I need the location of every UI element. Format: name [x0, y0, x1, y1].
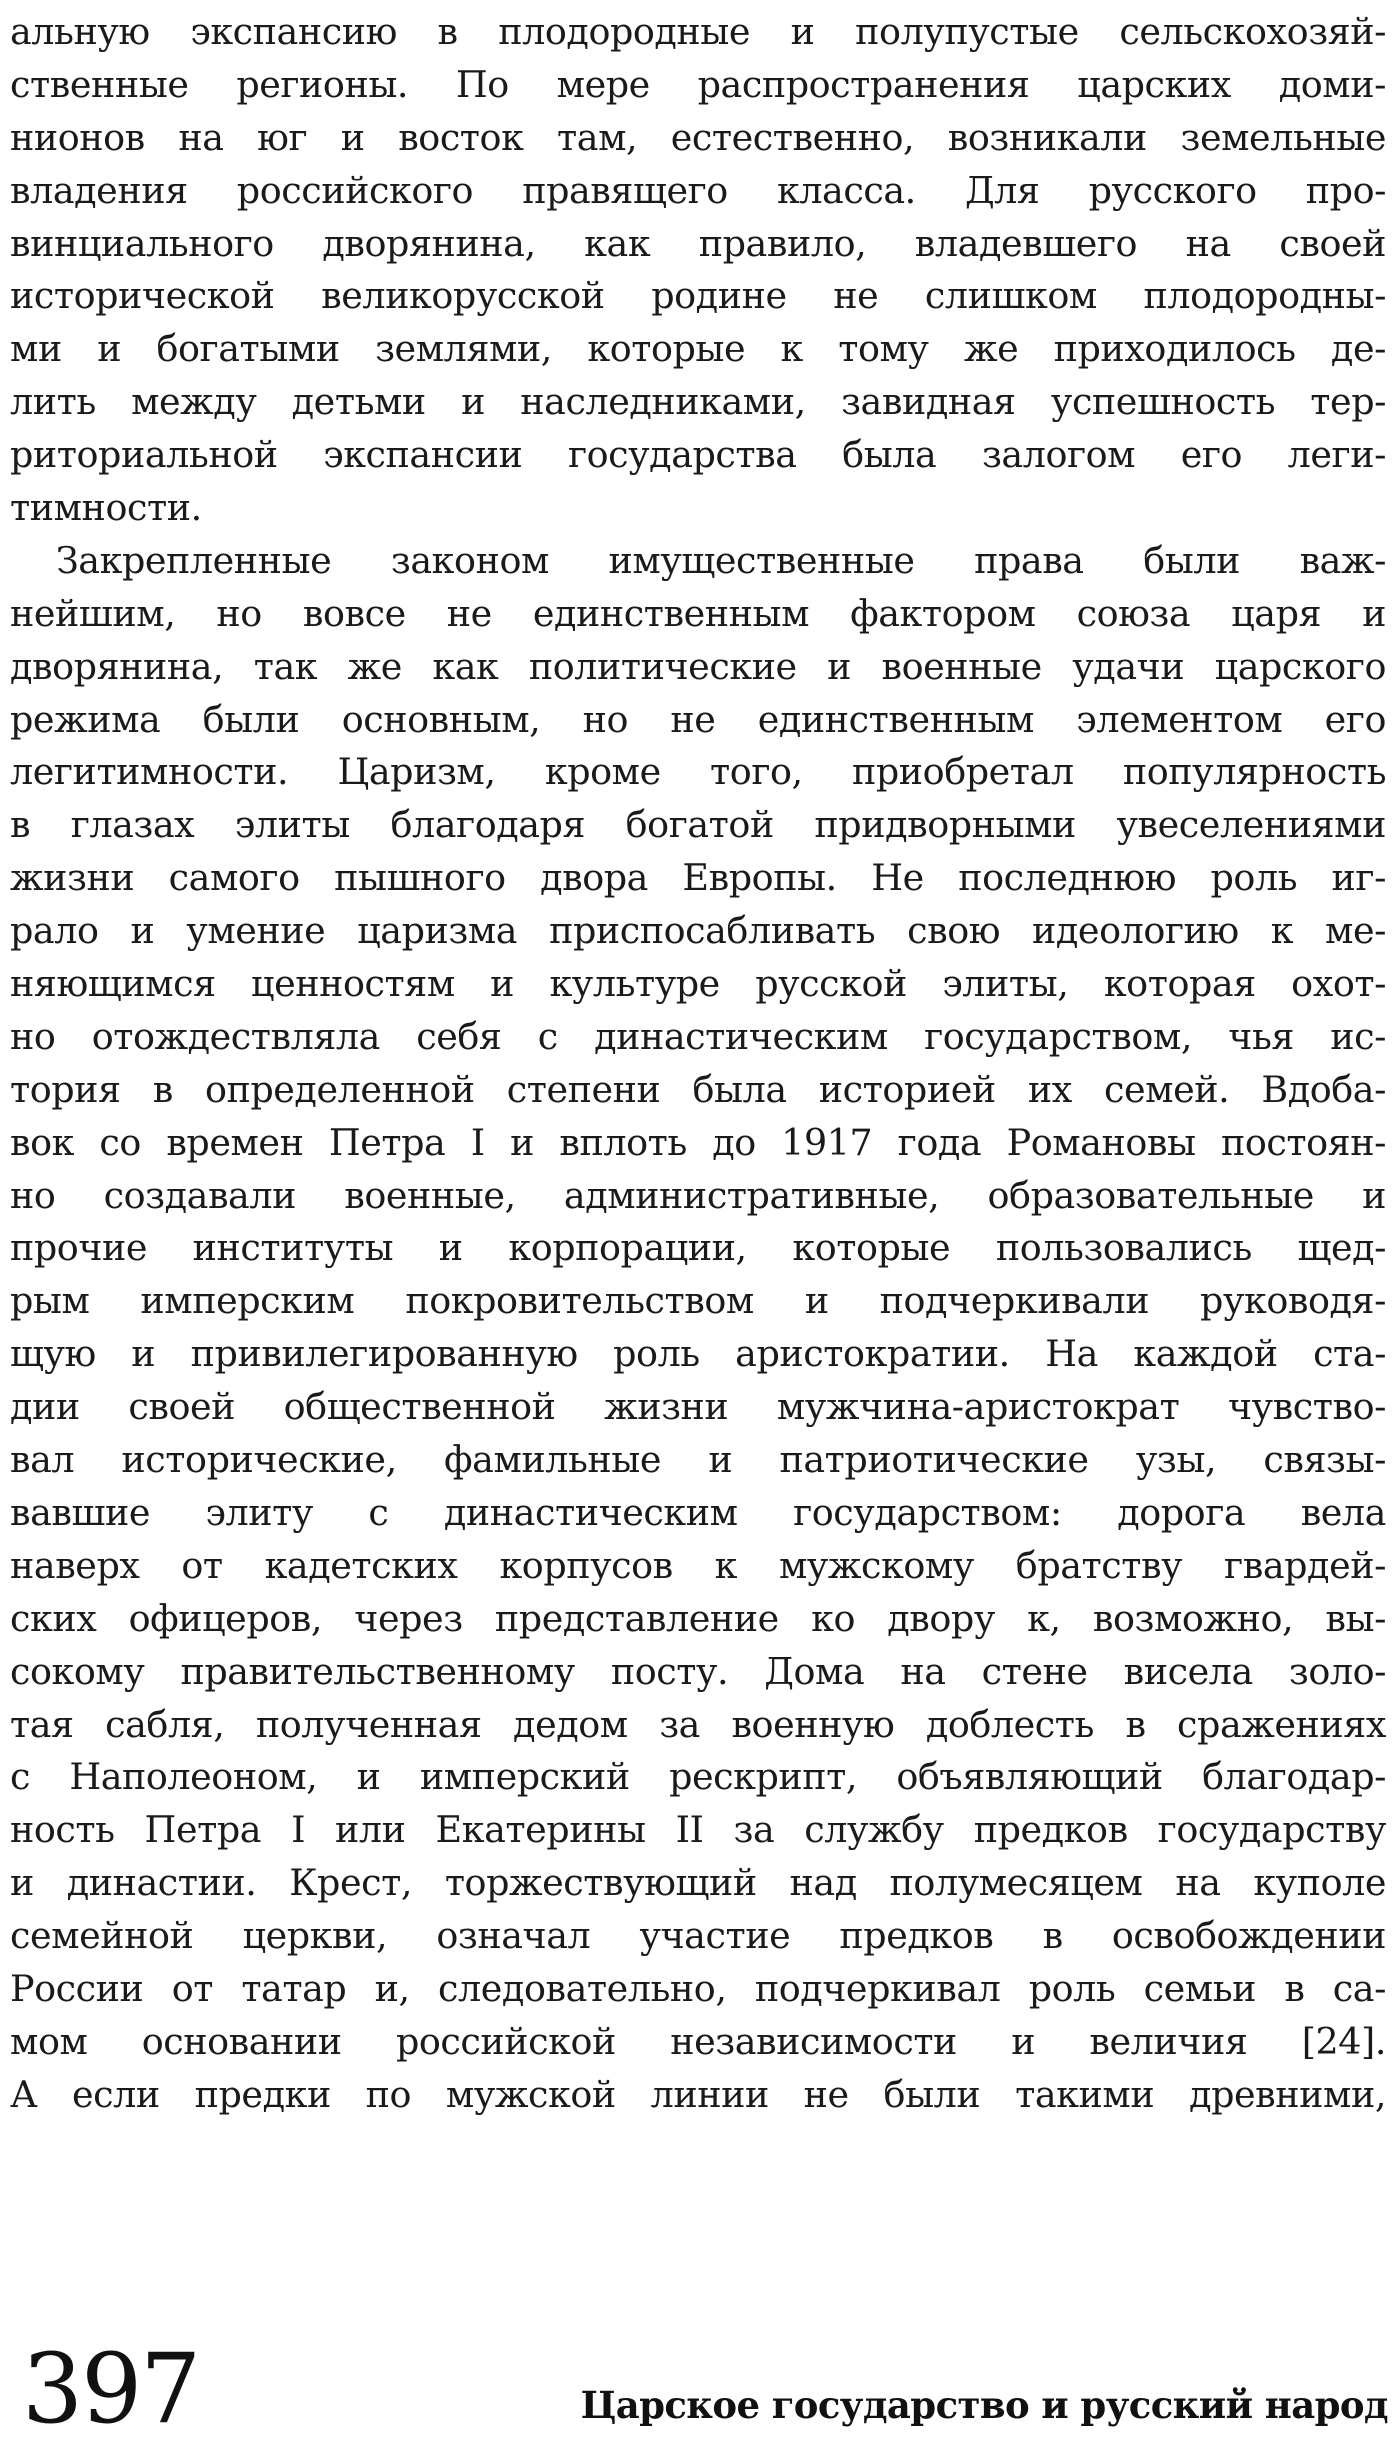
running-title: Царское государство и русский народ [580, 2383, 1388, 2427]
text-line: прочие институты и корпорации, которые пользовались щед- [10, 1226, 1386, 1270]
text-line: няющимся ценностям и культуре русской элиты, которая охот- [10, 962, 1386, 1006]
text-line: нейшим, но вовсе не единственным фактором союза царя и [10, 591, 1386, 635]
text-line: тимности. [10, 486, 202, 530]
text-line: семейной церкви, означал участие предков в освобождении [10, 1914, 1386, 1958]
text-line: ских офицеров, через представление ко двору к, возможно, вы- [10, 1596, 1386, 1640]
text-line: вал исторические, фамильные и патриотические узы, связы- [10, 1438, 1386, 1482]
text-line: винциального дворянина, как правило, владевшего на своей [10, 221, 1386, 265]
text-line: сокому правительственному посту. Дома на стене висела золо- [10, 1649, 1386, 1693]
text-line: режима были основным, но не единственным элементом его [10, 697, 1386, 741]
text-line: владения российского правящего класса. Для русского про- [10, 168, 1386, 212]
page-number: 397 [22, 2333, 200, 2445]
text-line: мом основании российской независимости и величия [24]. [10, 2019, 1386, 2063]
text-line: наверх от кадетских корпусов к мужскому братству гвардей- [10, 1543, 1386, 1587]
text-line: ми и богатыми землями, которые к тому же приходилось де- [10, 327, 1386, 371]
text-line: рым имперским покровительством и подчеркивали руководя- [10, 1279, 1386, 1323]
text-line: риториальной экспансии государства была залогом его леги- [10, 433, 1386, 477]
text-line: альную экспансию в плодородные и полупустые сельскохозяй- [10, 10, 1386, 53]
page-footer [0, 2335, 1398, 2445]
text-line: вавшие элиту с династическим государством: дорога вела [10, 1490, 1386, 1534]
text-line: вок со времен Петра I и вплоть до 1917 года Романовы постоян- [10, 1120, 1386, 1164]
text-line: в глазах элиты благодаря богатой придворными увеселениями [10, 803, 1386, 847]
text-line: жизни самого пышного двора Европы. Не последнюю роль иг- [10, 856, 1386, 900]
text-line: нионов на юг и восток там, естественно, возникали земельные [10, 115, 1386, 159]
text-line: тая сабля, полученная дедом за военную доблесть в сражениях [10, 1702, 1386, 1746]
body-text [10, 6, 1386, 2122]
paragraph [10, 6, 1386, 535]
text-line: ность Петра I или Екатерины II за службу предков государству [10, 1808, 1386, 1852]
text-line: дворянина, так же как политические и военные удачи царского [10, 644, 1386, 688]
text-line: рало и умение царизма приспосабливать свою идеологию к ме- [10, 909, 1386, 953]
text-line: исторической великорусской родине не слишком плодородны- [10, 274, 1386, 318]
text-line: дии своей общественной жизни мужчина-аристократ чувство- [10, 1385, 1386, 1429]
paragraph [10, 535, 1386, 2122]
text-line: лить между детьми и наследниками, завидная успешность тер- [10, 380, 1386, 424]
text-line: но отождествляла себя с династическим государством, чья ис- [10, 1014, 1386, 1058]
text-line: тория в определенной степени была историей их семей. Вдоба- [10, 1067, 1386, 1111]
text-line: России от татар и, следовательно, подчеркивал роль семьи в са- [10, 1966, 1386, 2010]
text-line: и династии. Крест, торжествующий над полумесяцем на куполе [10, 1861, 1386, 1905]
text-line: ственные регионы. По мере распространения царских доми- [10, 62, 1386, 106]
text-line: Закрепленные законом имущественные права были важ- [56, 538, 1386, 582]
text-line: щую и привилегированную роль аристократии. На каждой ста- [10, 1332, 1386, 1376]
text-line: с Наполеоном, и имперский рескрипт, объявляющий благодар- [10, 1755, 1386, 1799]
text-line: легитимности. Царизм, кроме того, приобретал популярность [10, 750, 1386, 794]
text-line: но создавали военные, административные, образовательные и [10, 1173, 1386, 1217]
text-line: А если предки по мужской линии не были такими древними, [10, 2072, 1386, 2116]
